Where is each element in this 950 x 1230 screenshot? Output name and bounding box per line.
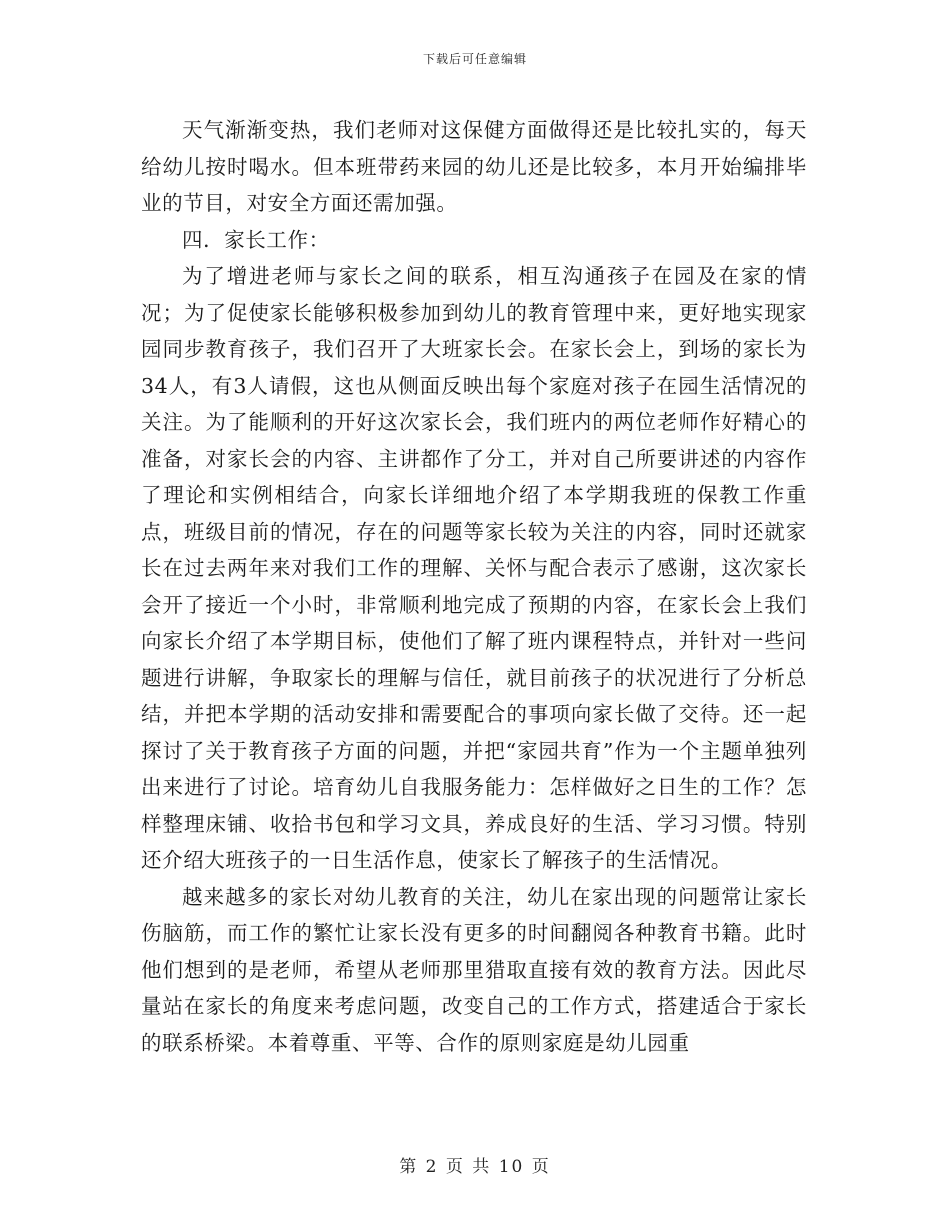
section-heading-parent-work: 四．家长工作： xyxy=(182,227,330,252)
page-number: 第 2 页 共 10 页 xyxy=(399,1157,551,1177)
paragraph-parent-meeting: 为了增进老师与家长之间的联系，相互沟通孩子在园及在家的情况；为了促使家长能够积极参加到幼儿的教育管理中来，更好地实现家园同步教育孩子，我们召开了大班家长会。在家长会上，到场的家长为34人，有3人请假，这也从侧面反映出每个家庭对孩子在园生活情况的关注。为了能顺利的开好这次家长会，我们班内的两位老师作好精心的准备，对家长会的内容、主讲都作了分工，并对自己所要讲述的内容作了理论和实例相结合，向家长详细地介绍了本学期我班的保教工作重点，班级目前的情况，存在的问题等家长较为关注的内容，同时还就家长在过去两年来对我们工作的理解、关怀与配合表示了感谢，这次家长会开了接近一个小时，非常顺利地完成了预期的内容，在家长会上我们向家长介绍了本学期目标，使他们了解了班内课程特点，并针对一些问题进行讲解，争取家长的理解与信任，就目前孩子的状况进行了分析总结，并把本学期的活动安排和需要配合的事项向家长做了交待。还一起探讨了关于教育孩子方面的问题，并把“家园共育”作为一个主题单独列出来进行了讨论。培育幼儿自我服务能力：怎样做好之日生的工作？怎样整理床铺、收拾书包和学习文具，养成良好的生活、学习习惯。特别还介绍大班孩子的一日生活作息，使家长了解孩子的生活情况。 xyxy=(141,264,807,872)
paragraph-health: 天气渐渐变热，我们老师对这保健方面做得还是比较扎实的，每天给幼儿按时喝水。但本班带药来园的幼儿还是比较多，本月开始编排毕业的节目，对安全方面还需加强。 xyxy=(141,118,807,215)
paragraph-parent-concern: 越来越多的家长对幼儿教育的关注，幼儿在家出现的问题常让家长伤脑筋，而工作的繁忙让家长没有更多的时间翻阅各种教育书籍。此时他们想到的是老师，希望从老师那里猎取直接有效的教育方法。因此尽量站在家长的角度来考虑问题，改变自己的工作方式，搭建适合于家长的联系桥梁。本着尊重、平等、合作的原则家庭是幼儿园重 xyxy=(141,884,807,1055)
document-body xyxy=(141,112,807,1061)
page-header-note: 下载后可任意编辑 xyxy=(422,52,527,66)
